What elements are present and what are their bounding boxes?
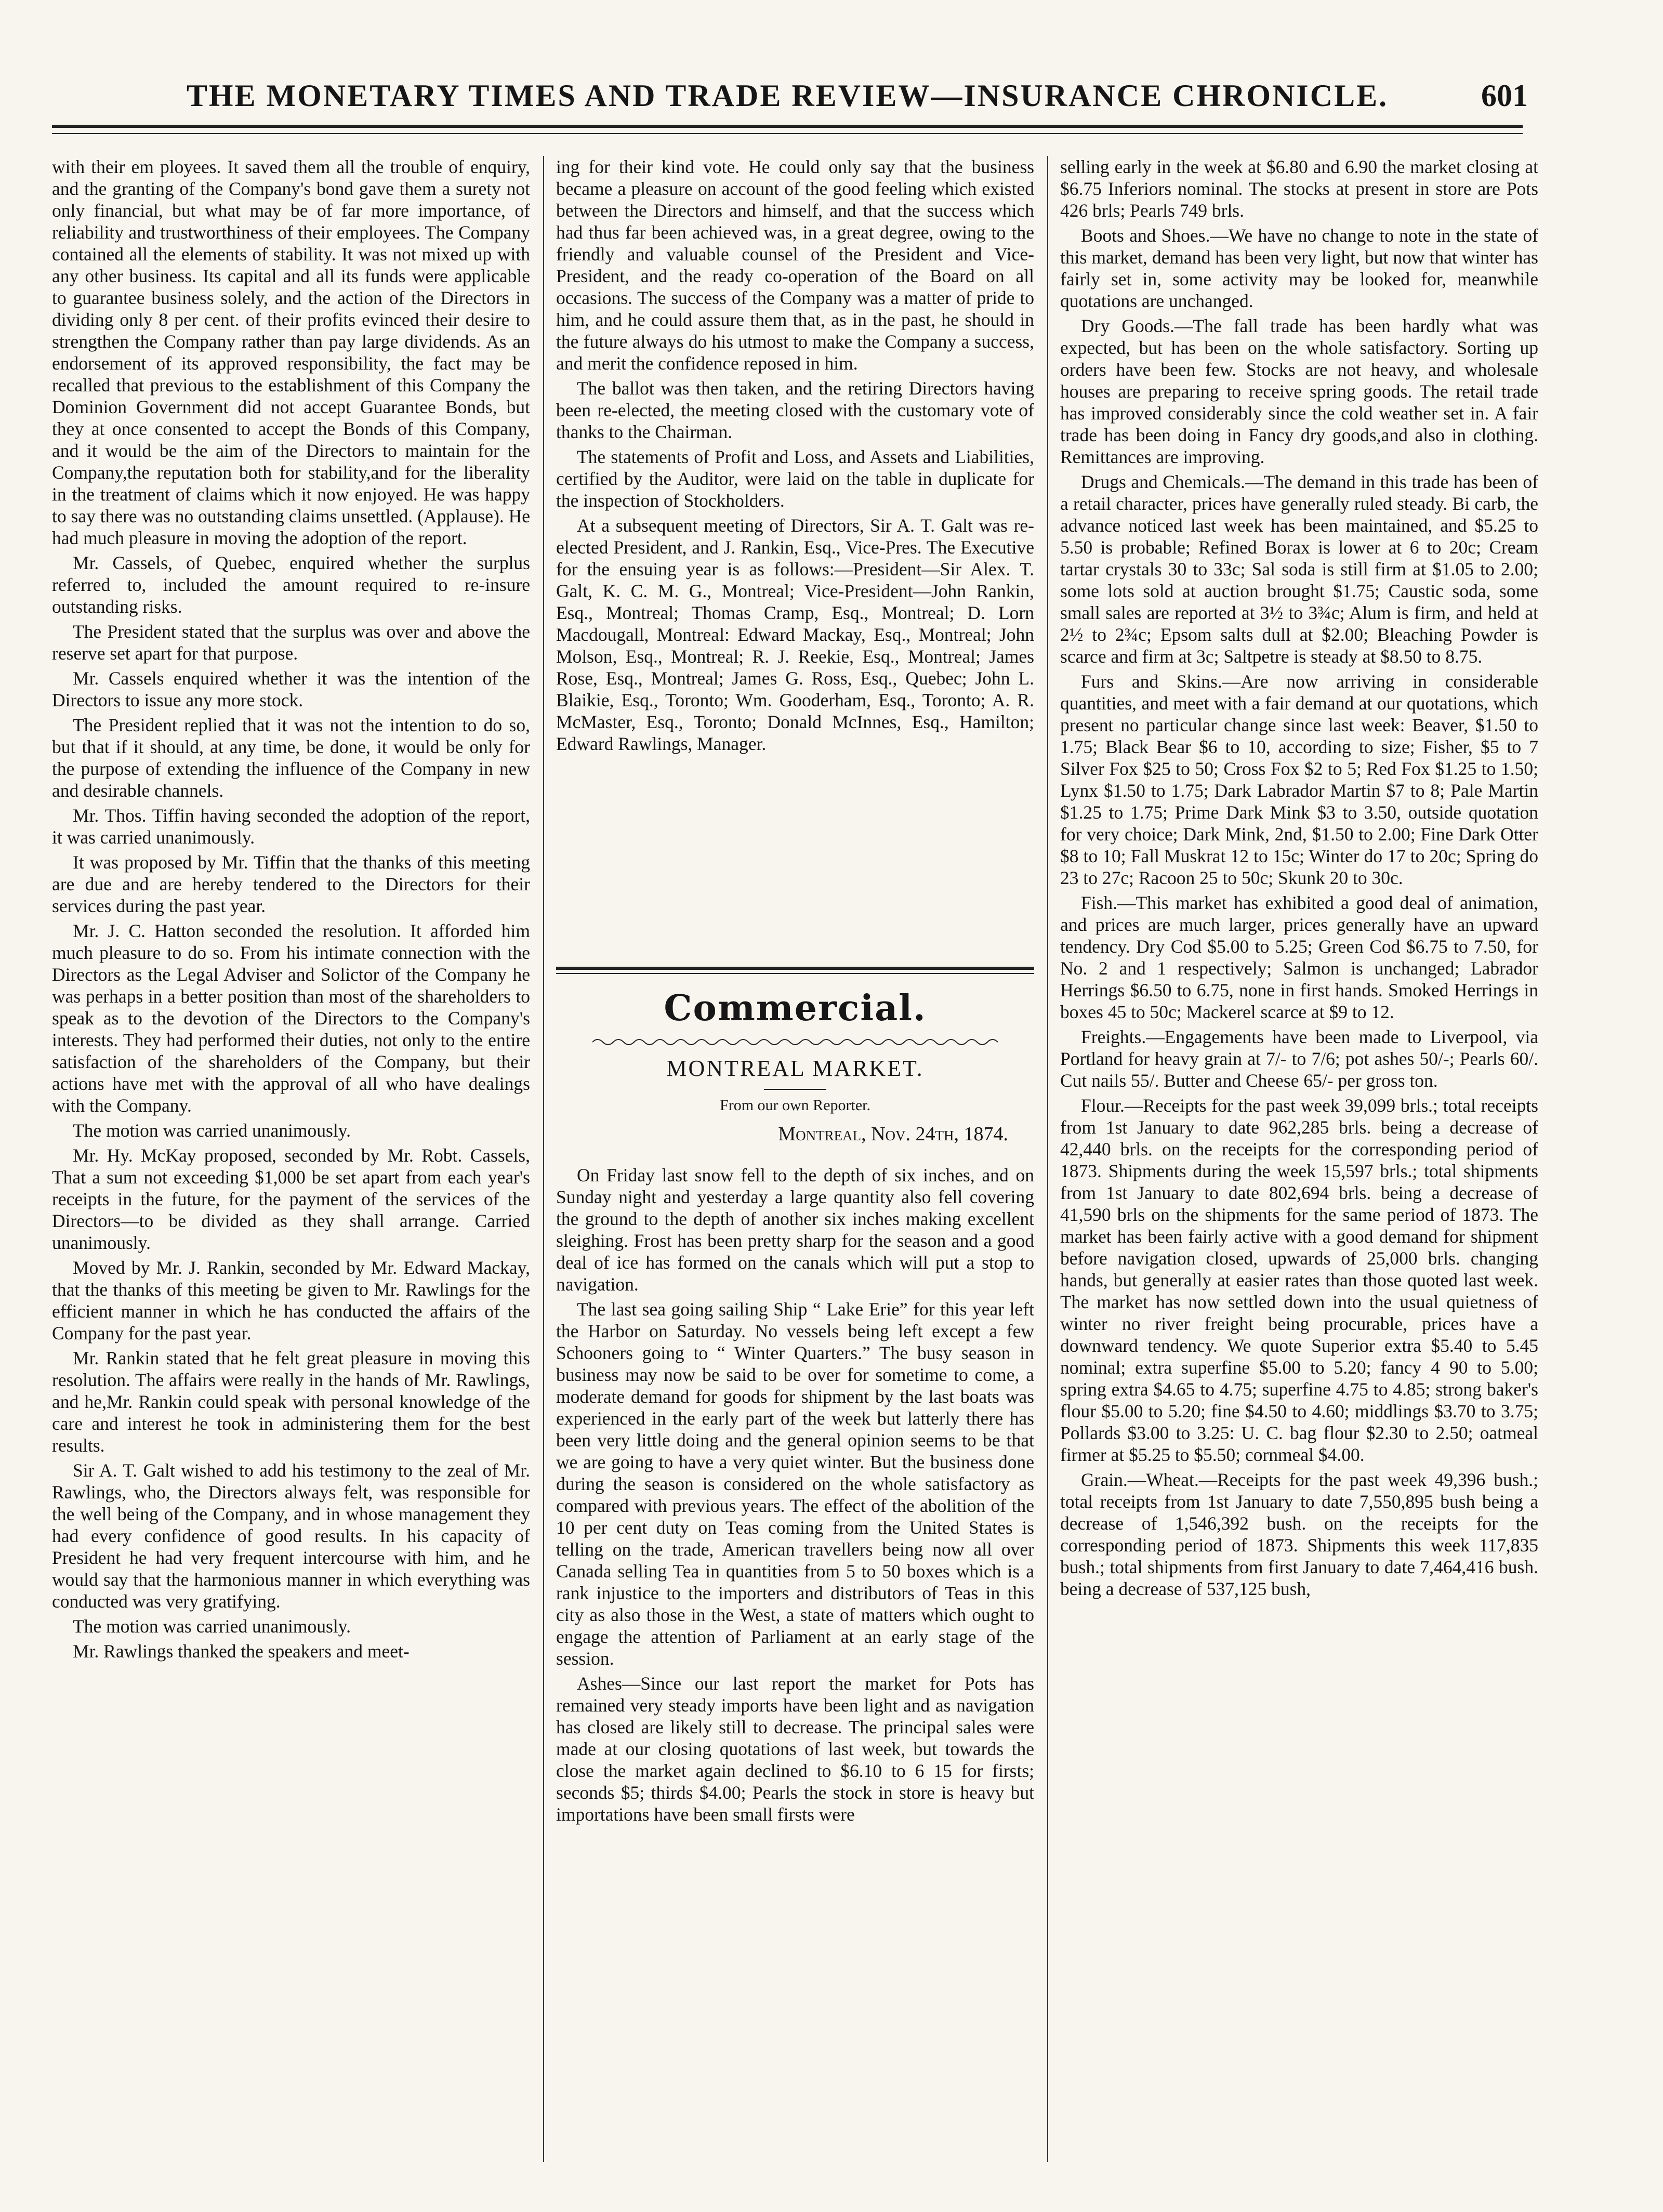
paragraph: The statements of Profit and Loss, and Assets and Liabilities, certified by the Auditor, were laid on the table in duplicate for the inspection of Stockholders. bbox=[556, 446, 1034, 511]
decorative-wave-rule bbox=[592, 1037, 998, 1047]
masthead-rule-thin bbox=[52, 133, 1523, 134]
section-heading: Commercial. bbox=[664, 988, 927, 1029]
paragraph: Mr. Cassels enquired whether it was the intention of the Directors to issue any more stock. bbox=[52, 668, 530, 710]
paragraph: selling early in the week at $6.80 and 6.90 the market closing at $6.75 Inferiors nominal. The stocks at present in store are Pots 426 brls; Pearls 749 brls. bbox=[1060, 156, 1538, 221]
middle-column-upper bbox=[556, 156, 1034, 951]
paragraph: It was proposed by Mr. Tiffin that the thanks of this meeting are due and are hereby tendered to the Directors for their services during the past year. bbox=[52, 852, 530, 916]
reporter-line: From our own Reporter. bbox=[720, 1097, 870, 1114]
paragraph: Dry Goods.—The fall trade has been hardly what was expected, but has been on the whole satisfactory. Sorting up orders have been few. Stocks are not heavy, and wholesale houses are preparing to receive spring goods. The retail trade has improved considerably since the cold weather set in. A fair trade has been doing in Fancy dry goods,and also in clothing. Remittances are improving. bbox=[1060, 315, 1538, 467]
middle-column-lower bbox=[556, 1164, 1034, 2162]
paragraph: Mr. Cassels, of Quebec, enquired whether the surplus referred to, included the amount required to re-insure outstanding risks. bbox=[52, 552, 530, 617]
page-number: 601 bbox=[1481, 78, 1528, 113]
masthead-rule bbox=[52, 125, 1523, 128]
paragraph: On Friday last snow fell to the depth of six inches, and on Sunday night and yesterday a large quantity also fell covering the ground to the depth of another six inches making excellent sleighing. Frost has been pretty sharp for the season and a good deal of ice has formed on the canals which will put a stop to navigation. bbox=[556, 1165, 1034, 1295]
paragraph: Mr. Rankin stated that he felt great pleasure in moving this resolution. The affairs were really in the hands of Mr. Rawlings, and he,Mr. Rankin could speak with personal knowledge of the care and interest he took in administering them for the best results. bbox=[52, 1348, 530, 1456]
paragraph: Furs and Skins.—Are now arriving in considerable quantities, and meet with a fair demand at our quotations, which present no particular change since last week: Beaver, $1.50 to 1.75; Black Bear $6 to 10, according to size; Fisher, $5 to 7 Silver Fox $25 to 50; Cross Fox $2 to 5; Red Fox $1.25 to 1.50; Lynx $1.50 to 1.75; Dark Labrador Martin $7 to 8; Pale Martin $1.25 to 1.75; Prime Dark Mink $3 to 3.50, outside quotation for very choice; Dark Mink, 2nd, $1.50 to 2.00; Fine Dark Otter $8 to 10; Fall Muskrat 12 to 15c; Winter do 17 to 20c; Spring do 23 to 27c; Racoon 25 to 50c; Skunk 20 to 30c. bbox=[1060, 671, 1538, 888]
paragraph: The motion was carried unanimously. bbox=[73, 1616, 351, 1637]
paragraph: Mr. Thos. Tiffin having seconded the adoption of the report, it was carried unanimously. bbox=[52, 805, 530, 848]
section-divider bbox=[556, 967, 1034, 970]
right-column bbox=[1060, 156, 1538, 2162]
paragraph: Grain.—Wheat.—Receipts for the past week 49,396 bush.; total receipts from 1st January to date 7,550,895 bush being a decrease of 1,546,392 bush. on the receipts for the corresponding period of 1873. Shipments this week 117,835 bush.; total shipments from first January to date 7,464,416 bush. being a decrease of 537,125 bush, bbox=[1060, 1469, 1538, 1599]
section-divider-thin bbox=[556, 973, 1034, 974]
paragraph: The ballot was then taken, and the retiring Directors having been re-elected, the meeting closed with the customary vote of thanks to the Chairman. bbox=[556, 378, 1034, 442]
paragraph: At a subsequent meeting of Directors, Sir A. T. Galt was re-elected President, and J. Rankin, Esq., Vice-Pres. The Executive for the ensuing year is as follows:—President—Sir Alex. T. Galt, K. C. M. G., Montreal; Vice-President—John Rankin, Esq., Montreal; Thomas Cramp, Esq., Montreal; D. Lorn Macdougall, Montreal: Edward Mackay, Esq., Montreal; John Molson, Esq., Montreal; R. J. Reekie, Esq., Montreal; James Rose, Esq., Montreal; James G. Ross, Esq., Quebec; John L. Blaikie, Esq., Toronto; Wm. Gooderham, Esq., Toronto; A. R. McMaster, Esq., Toronto; Donald McInnes, Esq., Hamilton; Edward Rawlings, Manager. bbox=[556, 515, 1034, 754]
paragraph: Sir A. T. Galt wished to add his testimony to the zeal of Mr. Rawlings, who, the Directors always felt, was responsible for the well being of the Company, and in whose management they had every confidence of good results. In his capacity of President he had very frequent intercourse with him, and he would say that the harmonious manner in which everything was conducted was very gratifying. bbox=[52, 1460, 530, 1612]
paragraph: Mr. Rawlings thanked the speakers and meet- bbox=[73, 1641, 410, 1662]
paragraph: The President replied that it was not the intention to do so, but that if it should, at any time, be done, it would be only for the purpose of extending the influence of the Company in new and desirable channels. bbox=[52, 715, 530, 801]
paragraph: Freights.—Engagements have been made to Liverpool, via Portland for heavy grain at 7/- to 7/6; pot ashes 50/-; Pearls 60/. Cut nails 55/. Butter and Cheese 65/- per gross ton. bbox=[1060, 1026, 1538, 1091]
paragraph: ing for their kind vote. He could only say that the business became a pleasure on account of the good feeling which existed between the Directors and himself, and that the success which had thus far been achieved was, in a great degree, owing to the friendly and valuable counsel of the President and Vice-President, and the ready co-operation of the Board on all occasions. The success of the Company was a matter of pride to him, and he could assure them that, as in the past, he should in the future always do his utmost to make the Company a success, and merit the confidence reposed in him. bbox=[556, 156, 1034, 374]
paragraph: Boots and Shoes.—We have no change to note in the state of this market, demand has been very light, but now that winter has fairly set in, some activity may be looked for, meanwhile quotations are unchanged. bbox=[1060, 225, 1538, 311]
paragraph: Fish.—This market has exhibited a good deal of animation, and prices are much larger, prices generally have an upward tendency. Dry Cod $5.00 to 5.25; Green Cod $6.75 to 7.50, for No. 2 and 1 respectively; Salmon is unchanged; Labrador Herrings $6.50 to 6.75, none in first hands. Smoked Herrings in boxes 45 to 50c; Mackerel scarce at $9 to 12. bbox=[1060, 892, 1538, 1022]
paragraph: Drugs and Chemicals.—The demand in this trade has been of a retail character, prices have generally ruled steady. Bi carb, the advance noticed last week has been maintained, and $5.25 to 5.50 is probable; Refined Borax is lower at 6 to 20c; Cream tartar crystals 30 to 33c; Sal soda is still firm at $1.05 to 2.00; some lots sold at auction brought $1.75; Caustic soda, some small sales are reported at 3½ to 3¾c; Alum is firm, and held at 2½ to 2¾c; Epsom salts dull at $2.00; Bleaching Powder is scarce and firm at 3c; Saltpetre is steady at $8.50 to 8.75. bbox=[1060, 471, 1538, 667]
dateline: Montreal, Nov. 24th, 1874. bbox=[778, 1123, 1008, 1145]
paragraph: Ashes—Since our last report the market for Pots has remained very steady imports have been light and as navigation has closed are likely still to decrease. The principal sales were made at our closing quotations of last week, but towards the close the market again declined to $6.10 to 6 15 for firsts; seconds $5; thirds $4.00; Pearls the stock in store is heavy but importations have been small firsts were bbox=[556, 1673, 1034, 1825]
masthead-title: THE MONETARY TIMES AND TRADE REVIEW—INSURANCE CHRONICLE. bbox=[186, 78, 1389, 113]
column-divider bbox=[1047, 156, 1048, 2162]
market-title: MONTREAL MARKET. bbox=[666, 1056, 924, 1081]
paragraph: Flour.—Receipts for the past week 39,099 brls.; total receipts from 1st January to date 962,285 brls. being a decrease of 42,440 brls. on the receipts for the corresponding period of 1873. Shipments during the week 15,597 brls.; total shipments from 1st January to date 802,694 brls. being a decrease of 41,590 brls on the shipments for the same period of 1873. The market has been fairly active with a good demand for shipment before navigation closed, upwards of 25,000 brls. changing hands, but generally at easier rates than those quoted last week. The market has now settled down into the usual quietness of winter no river freight being procurable, prices have a downward tendency. We quote Superior extra $5.40 to 5.45 nominal; extra superfine $5.00 to 5.20; fancy 4 90 to 5.00; spring extra $4.65 to 4.75; superfine 4.75 to 4.85; strong baker's flour $5.00 to 5.20; fine $4.50 to 4.60; middlings $3.70 to 3.75; Pollards $3.00 to 3.25: U. C. bag flour $2.30 to 2.50; oatmeal firmer at $5.25 to $5.50; cornmeal $4.00. bbox=[1060, 1095, 1538, 1465]
paragraph: The last sea going sailing Ship “ Lake Erie” for this year left the Harbor on Saturday. No vessels being left except a few Schooners going to “ Winter Quarters.” The busy season in business may now be said to be over for sometime to come, a moderate demand for goods for shipment by the last boats was experienced in the early part of the week but latterly there has been very little doing and the general opinion seems to be that we are going to have a very quiet winter. But the business done during the season is considered on the whole satisfactory as compared with previous years. The effect of the abolition of the 10 per cent duty on Teas coming from the United States is telling on the trade, American travellers being now all over Canada selling Tea in quantities from 5 to 50 boxes which is a rank injustice to the importers and distributors of Teas in this city as also those in the West, a state of matters which ought to engage the attention of Parliament at an early stage of the session. bbox=[556, 1299, 1034, 1669]
paragraph: The President stated that the surplus was over and above the reserve set apart for that purpose. bbox=[52, 621, 530, 664]
masthead bbox=[52, 78, 1523, 125]
paragraph: Moved by Mr. J. Rankin, seconded by Mr. Edward Mackay, that the thanks of this meeting be given to Mr. Rawlings for the efficient manner in which he has conducted the affairs of the Company for the past year. bbox=[52, 1257, 530, 1344]
paragraph: The motion was carried unanimously. bbox=[73, 1120, 351, 1141]
column-divider bbox=[543, 156, 544, 2162]
paragraph: Mr. J. C. Hatton seconded the resolution. It afforded him much pleasure to do so. From his intimate connection with the Directors as the Legal Adviser and Solictor of the Company he was perhaps in a better position than most of the shareholders to speak as to the devotion of the Directors to the Company's interests. They had performed their duties, not only to the entire satisfaction of the shareholders of the Company, but their actions have met with the approval of all who have dealings with the Company. bbox=[52, 920, 530, 1116]
paragraph: Mr. Hy. McKay proposed, seconded by Mr. Robt. Cassels, That a sum not exceeding $1,000 be set apart from each year's receipts in the future, for the payment of the services of the Directors—to be divided as they shall arrange. Carried unanimously. bbox=[52, 1145, 530, 1253]
short-rule bbox=[764, 1089, 826, 1090]
left-column bbox=[52, 156, 530, 2162]
paragraph: with their em ployees. It saved them all the trouble of enquiry, and the granting of the Company's bond gave them a surety not only financial, but what may be of far more importance, of reliability and trustworthiness of their employees. The Company contained all the elements of stability. It was not mixed up with any other business. Its capital and all its funds were applicable to guarantee business solely, and the action of the Directors in dividing only 8 per cent. of their profits evinced their desire to strengthen the Company rather than pay large dividends. As an endorsement of its approved responsibility, the fact may be recalled that previous to the establishment of this Company the Dominion Government did not accept Guarantee Bonds, but they at once consented to accept the Bonds of this Company, and it would be the aim of the Directors to maintain for the Company,the reputation both for stability,and for the liberality in the treatment of claims which it now enjoyed. He was happy to say there was no outstanding claims unsettled. (Applause). He had much pleasure in moving the adoption of the report. bbox=[52, 156, 530, 548]
